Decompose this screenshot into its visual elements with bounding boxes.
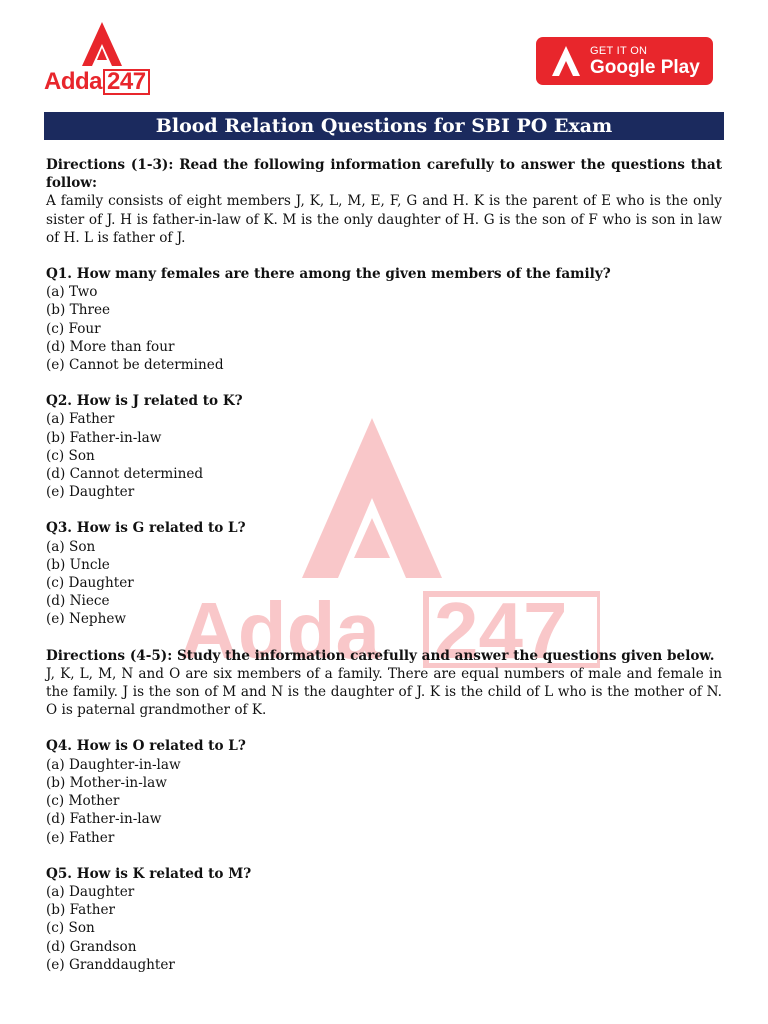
option: (e) Daughter (46, 484, 135, 501)
store-name: Google Play (590, 57, 700, 78)
document-body (46, 156, 722, 974)
passage: A family consists of eight members J, K, L, M, E, F, G and H. K is the parent of E who is the only sister of J. H is father-in-law of K. M is the only daughter of H. G is the son of F who is son in law of H. L is father of J. (46, 193, 722, 246)
option: (b) Uncle (46, 556, 110, 573)
adda-a-icon (82, 22, 122, 66)
directions-heading: Directions (1-3): Read the following information carefully to answer the questions that follow: (46, 157, 722, 192)
adda-a-icon (552, 46, 580, 76)
adda247-logo (44, 22, 166, 98)
option: (b) Three (46, 302, 111, 319)
option: (a) Daughter (46, 883, 135, 900)
option: (c) Daughter (46, 575, 134, 592)
question: Q2. How is J related to K? (46, 393, 243, 410)
option: (d) Niece (46, 593, 110, 610)
option: (d) More than four (46, 338, 175, 355)
option: (c) Mother (46, 793, 120, 810)
question: Q5. How is K related to M? (46, 865, 252, 882)
passage: J, K, L, M, N and O are six members of a family. There are equal numbers of male and female in the family. J is the son of M and N is the daughter of J. K is the child of L who is the mother of N. O is paternal grandmother of K. (46, 665, 722, 719)
option: (e) Granddaughter (46, 956, 175, 973)
option: (e) Cannot be determined (46, 357, 224, 374)
option: (b) Mother-in-law (46, 774, 167, 791)
google-play-button[interactable] (536, 37, 713, 85)
option: (a) Two (46, 284, 98, 301)
option: (a) Daughter-in-law (46, 756, 181, 773)
option: (e) Father (46, 829, 115, 846)
svg-text:Adda: Adda (180, 586, 380, 668)
option: (d) Cannot determined (46, 466, 204, 483)
option: (d) Father-in-law (46, 811, 162, 828)
option: (c) Son (46, 920, 95, 937)
option: (a) Father (46, 411, 115, 428)
page-title: Blood Relation Questions for SBI PO Exam (44, 112, 724, 140)
question: Q3. How is G related to L? (46, 520, 246, 537)
svg-text:247: 247 (434, 586, 568, 668)
store-caption: GET IT ON (590, 45, 648, 57)
logo-text: Adda 247 (44, 68, 150, 96)
question: Q4. How is O related to L? (46, 738, 246, 755)
option: (b) Father (46, 902, 116, 919)
option: (e) Nephew (46, 611, 127, 628)
question: Q1. How many females are there among the given members of the family? (46, 266, 611, 283)
option: (b) Father-in-law (46, 429, 162, 446)
option: (d) Grandson (46, 938, 137, 955)
directions-heading: Directions (4-5): Study the information carefully and answer the questions given below. (46, 647, 715, 664)
option: (a) Son (46, 538, 96, 555)
option: (c) Four (46, 320, 101, 337)
option: (c) Son (46, 447, 95, 464)
